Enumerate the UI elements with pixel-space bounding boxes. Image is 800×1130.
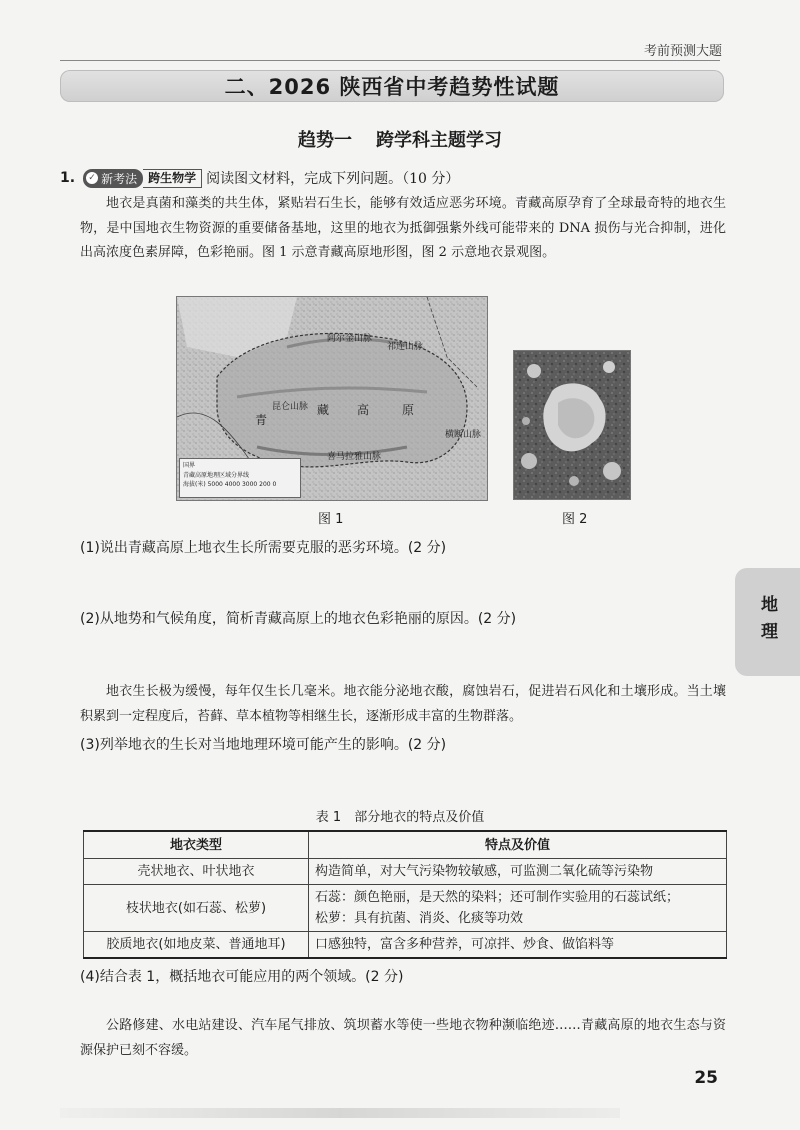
check-icon: ✓ [86,172,98,184]
map-label-2: 昆仑山脉 [272,402,309,412]
page-number: 25 [694,1068,718,1088]
figure-1-terrain-map [176,296,488,501]
header-divider [60,60,720,61]
table-header-type: 地衣类型 [84,831,309,859]
feature-line: 构造简单，对大气污染物较敏感，可监测二氧化硫等污染物 [315,864,654,879]
figure-1-caption: 图 1 [318,512,344,527]
header-tag: 考前预测大题 [643,44,722,59]
table-header-features: 特点及价值 [309,831,727,859]
table-title: 表 1 部分地衣的特点及价值 [315,810,485,825]
map-legend [179,458,301,498]
trend-name: 跨学科主题学习 [376,130,502,151]
table-cell-features [309,885,727,932]
map-label-5: 高 [357,403,370,417]
scan-shadow [60,1108,620,1118]
feature-line: 松萝：具有抗菌、消炎、化痰等功效 [315,911,524,926]
legend-elevation-scale: 5000 4000 3000 200 0 [207,481,277,488]
table-row [84,859,727,885]
subject-badge: 跨生物学 [143,169,202,188]
table-cell-type: 胶质地衣(如地皮菜、普通地耳) [84,932,309,959]
figure-2-lichen-photo [513,350,631,500]
table-cell-features [309,932,727,959]
map-label-1: 祁连山脉 [387,342,424,352]
lichen-table [83,830,727,959]
map-label-6: 原 [402,403,415,417]
map-label-3: 青 [255,413,268,427]
material-paragraph-1: 地衣是真菌和藻类的共生体，紧贴岩石生长，能够有效适应恶劣环境。青藏高原孕育了全球最奇特的地衣生物，是中国地衣生物资源的重要储备基地，这里的地衣为抵御强紫外线可能带来的 DNA 损伤与光合抑制，进化出高浓度色素屏障，色彩艳丽。图 1 示意青藏高原地形图，图 2 示意地衣景观图。 [80,196,726,260]
new-method-badge [83,169,143,188]
lichen-photo-image [514,351,630,499]
question-number: 1. [60,170,76,186]
trend-label: 趋势一 [298,130,352,151]
question-prompt: 阅读图文材料，完成下列问题。（10 分） [206,171,460,187]
table-row [84,885,727,932]
section-banner: 二、2026 陕西省中考趋势性试题 [60,70,724,102]
badge-new-label: 新考法 [101,171,138,186]
table-cell-features [309,859,727,885]
legend-elevation [180,479,300,488]
table-cell-type: 壳状地衣、叶状地衣 [84,859,309,885]
sub-question-2: (2)从地势和气候角度，简析青藏高原上的地衣色彩艳丽的原因。(2 分) [80,611,517,627]
table-header-row [84,831,727,859]
table-row [84,932,727,959]
legend-border: 国界 [183,462,196,469]
feature-line: 石蕊：颜色艳丽，是天然的染料；还可制作实验用的石蕊试纸； [315,890,680,905]
material-paragraph-3: 公路修建、水电站建设、汽车尾气排放、筑坝蓄水等使一些地衣物种濒临绝迹……青藏高原的地衣生态与资源保护已刻不容缓。 [80,1018,726,1058]
legend-elevation-label: 海拔(米) [183,481,206,488]
feature-line: 口感独特，富含多种营养，可凉拌、炒食、做馅料等 [315,937,615,952]
table-cell-type: 枝状地衣(如石蕊、松萝) [84,885,309,932]
figure-2-caption: 图 2 [562,512,588,527]
subject-side-tab: 地理 [735,568,800,676]
map-label-8: 横断山脉 [445,430,482,440]
material-paragraph-2: 地衣生长极为缓慢，每年仅生长几毫米。地衣能分泌地衣酸，腐蚀岩石，促进岩石风化和土壤形成。当土壤积累到一定程度后，苔藓、草本植物等相继生长，逐渐形成丰富的生物群落。 [80,684,726,724]
map-label-7: 喜马拉雅山脉 [327,452,382,462]
map-label-0: 阿尔金山脉 [327,334,373,344]
sub-question-1: (1)说出青藏高原上地衣生长所需要克服的恶劣环境。(2 分) [80,540,447,556]
legend-boundary: 青藏高原地理区域分界线 [183,472,250,479]
sub-question-3: (3)列举地衣的生长对当地地理环境可能产生的影响。(2 分) [80,737,447,753]
sub-question-4: (4)结合表 1，概括地衣可能应用的两个领域。(2 分) [80,969,404,985]
trend-title [0,126,800,152]
question-header [60,168,459,188]
map-label-4: 藏 [317,403,330,417]
